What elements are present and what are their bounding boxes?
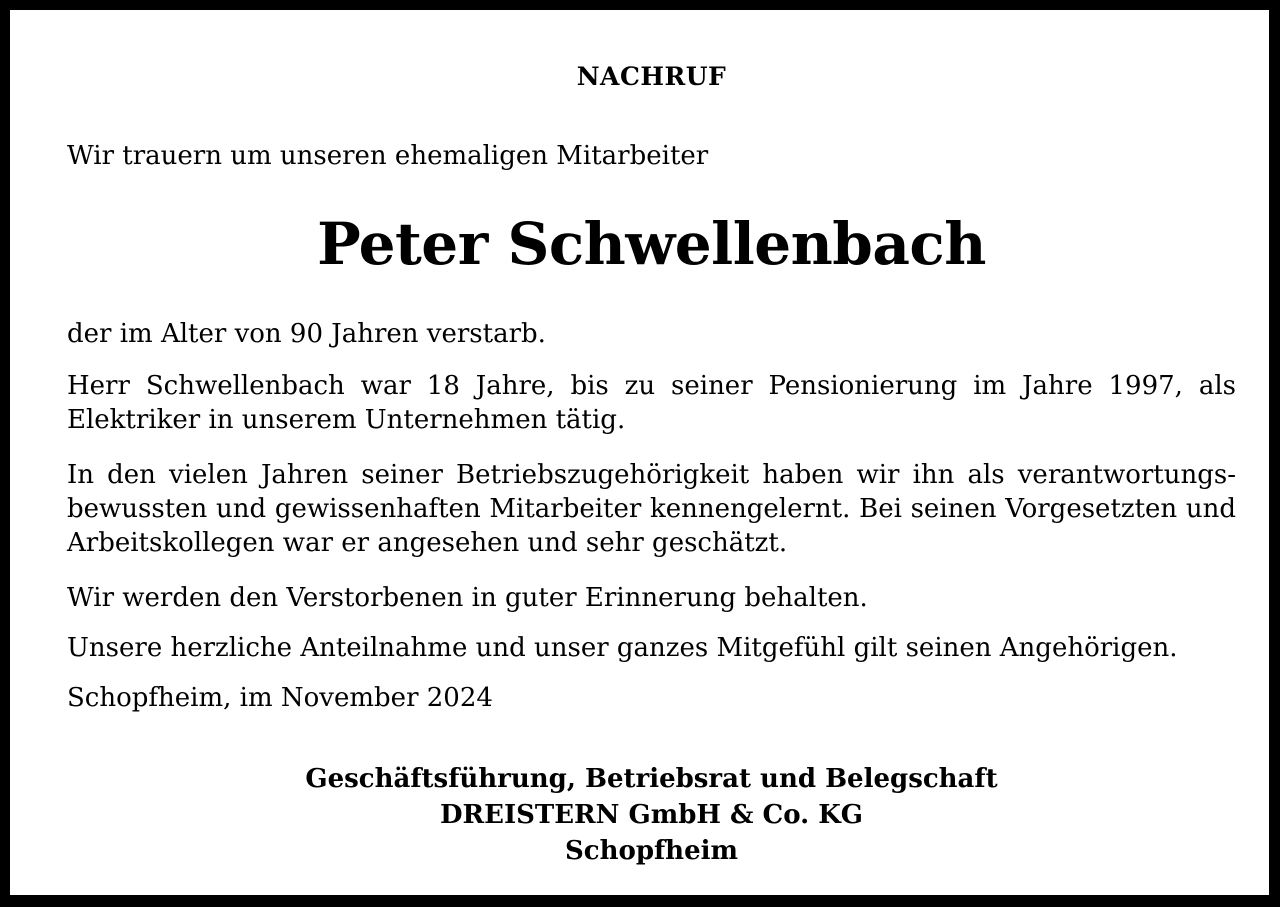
signature-city: Schopfheim	[564, 836, 739, 866]
notice-heading: NACHRUF	[576, 62, 727, 91]
place-date: Schopfheim, im November 2024	[67, 683, 493, 713]
signature-line-1: Geschäftsführung, Betriebsrat und Belegschaft	[305, 764, 998, 794]
deceased-name: Peter Schwellenbach	[317, 210, 986, 278]
paragraph-condolence: Unsere herzliche Anteilnahme und unser ganzes Mitgefühl gilt seinen Angehörigen.	[67, 633, 1178, 663]
intro-text: Wir trauern um unseren ehemaligen Mitarbeiter	[67, 141, 709, 171]
paragraph-remembrance: Wir werden den Verstorbenen in guter Erinnerung behalten.	[67, 583, 868, 613]
paragraph-age: der im Alter von 90 Jahren verstarb.	[67, 319, 546, 349]
signature-company: DREISTERN GmbH & Co. KG	[439, 800, 864, 830]
paragraph-employment: Herr Schwellenbach war 18 Jahre, bis zu seiner Pensionierung im Jahre 1997, als Elektriker in unserem Unternehmen tätig.	[67, 371, 1236, 435]
signature-block	[67, 761, 1236, 869]
paragraph-tribute: In den vielen Jahren seiner Betriebszugehörigkeit haben wir ihn als verantwortungs-bewussten und gewissenhaften Mitarbeiter kennengelernt. Bei seinen Vorgesetzten und Arbeitskollegen war er angesehen und sehr geschätzt.	[67, 460, 1236, 558]
